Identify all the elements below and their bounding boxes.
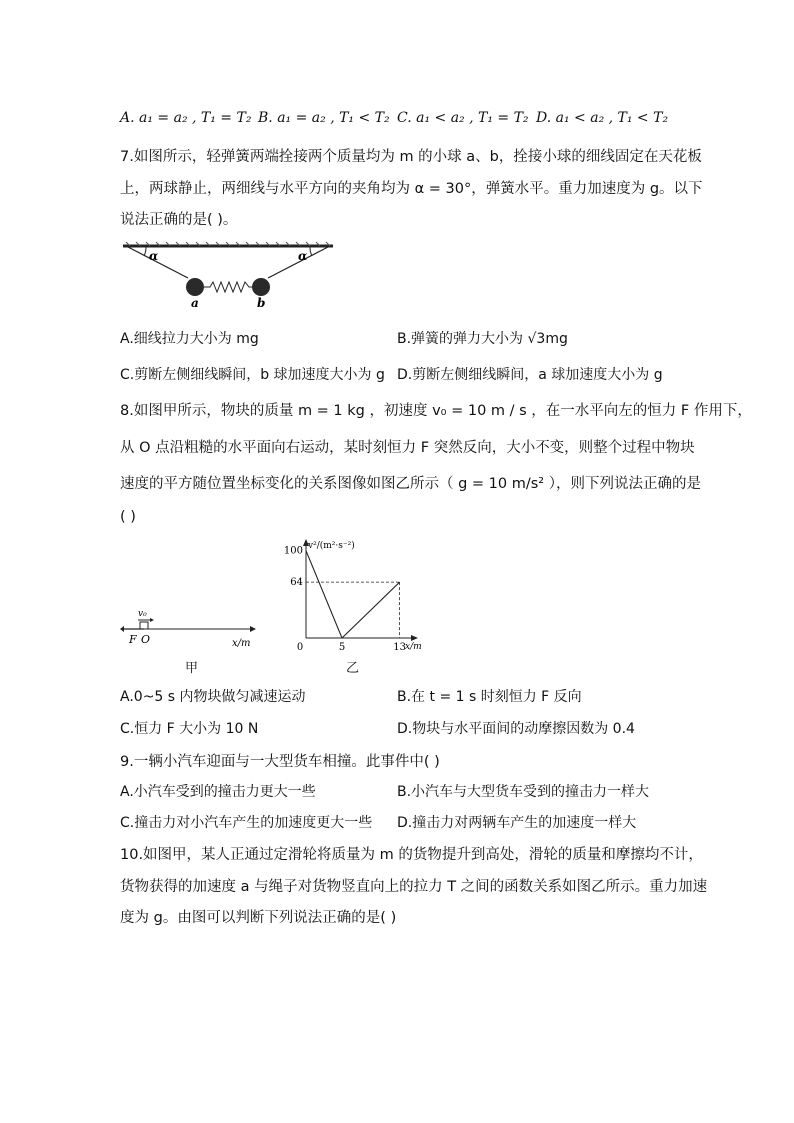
q8-stem-line-3: 速度的平方随位置坐标变化的关系图像如图乙所示（ g = 10 m/s² ），则下列说法正确的是 — [120, 476, 701, 492]
left-angle-label: α — [149, 249, 159, 263]
q6-option-d: D. a₁ < a₂ , T₁ < T₂ — [536, 110, 669, 126]
q8-stem-line-1: 8.如图甲所示，物块的质量 m = 1 kg ，初速度 v₀ = 10 m / s ，在一水平向左的恒力 F 作用下， — [120, 403, 752, 419]
x-tick-label: 0 — [296, 642, 304, 652]
q9-option-a: A.小汽车受到的撞击力更大一些 — [120, 784, 316, 800]
q9-option-c: C.撞击力对小汽车产生的加速度更大一些 — [120, 815, 373, 831]
q7-figure-spring-balls — [118, 238, 338, 310]
x-tick-label: 5 — [338, 642, 346, 652]
x-tick-label: 13 — [393, 642, 406, 652]
v0-label: v₀ — [138, 609, 147, 619]
ball-a-label: a — [191, 296, 199, 310]
q9-option-d: D.撞击力对两辆车产生的加速度一样大 — [397, 815, 637, 831]
ball-a — [186, 278, 204, 296]
y-tick-label: 64 — [290, 577, 303, 589]
origin-label: O — [141, 633, 151, 646]
q8-chart-yi — [280, 536, 430, 652]
q8-option-b: B.在 t = 1 s 时刻恒力 F 反向 — [397, 689, 582, 705]
q8-figure-jia — [120, 606, 260, 654]
q8-option-c: C.恒力 F 大小为 10 N — [120, 721, 259, 737]
ball-b-label: b — [257, 296, 266, 310]
q9-option-b: B.小汽车与大型货车受到的撞击力一样大 — [397, 784, 650, 800]
right-angle-label: α — [298, 249, 308, 263]
q7-option-c: C.剪断左侧细线瞬间，b 球加速度大小为 g — [120, 367, 385, 383]
block — [140, 622, 148, 629]
chart-x-axis-arrow — [411, 635, 418, 641]
q6-option-a: A. a₁ = a₂ , T₁ = T₂ — [120, 110, 252, 126]
y-tick-label: 100 — [283, 545, 303, 557]
q7-stem-line-2: 上，两球静止，两细线与水平方向的夹角均为 α = 30°，弹簧水平。重力加速度为 g。以下 — [120, 181, 703, 197]
x-axis-label: x/m — [232, 638, 251, 649]
q8-figure-jia-caption: 甲 — [185, 661, 199, 676]
q10-stem-line-1: 10.如图甲，某人正通过定滑轮将质量为 m 的货物提升到高处，滑轮的质量和摩擦均不计， — [120, 847, 703, 863]
q10-stem-line-2: 货物获得的加速度 a 与绳子对货物竖直向上的拉力 T 之间的函数关系如图乙所示。重力加速 — [120, 879, 708, 895]
left-angle-arc — [144, 247, 146, 256]
chart-x-axis-label: x/m — [405, 642, 422, 652]
q9-stem-line-1: 9.一辆小汽车迎面与一大型货车相撞。此事件中( ) — [120, 754, 440, 770]
ball-b — [252, 278, 270, 296]
q7-option-d: D.剪断左侧细线瞬间，a 球加速度大小为 g — [397, 367, 663, 383]
x-axis-arrow — [250, 626, 256, 632]
q7-stem-line-1: 7.如图所示，轻弹簧两端拴接两个质量均为 m 的小球 a、b，拴接小球的细线固定在天花板 — [120, 149, 702, 165]
q7-stem-line-3: 说法正确的是( )。 — [120, 212, 238, 228]
q7-option-b: B.弹簧的弹力大小为 √3mg — [397, 331, 568, 347]
series-segment — [306, 551, 342, 638]
q8-stem-line-4: ( ) — [120, 509, 136, 525]
q6-option-b: B. a₁ = a₂ , T₁ < T₂ — [258, 110, 390, 126]
spring — [204, 282, 252, 292]
chart-y-axis-label: v²/(m²·s⁻²) — [308, 541, 355, 551]
velocity-arrowhead — [150, 618, 154, 622]
force-label: F — [129, 633, 137, 646]
q8-stem-line-2: 从 O 点沿粗糙的水平面向右运动，某时刻恒力 F 突然反向，大小不变，则整个过程中物块 — [120, 440, 695, 456]
q6-option-c: C. a₁ < a₂ , T₁ = T₂ — [397, 110, 529, 126]
q8-figure-yi-caption: 乙 — [346, 661, 360, 676]
q10-stem-line-3: 度为 g。由图可以判断下列说法正确的是( ) — [120, 910, 397, 926]
q8-option-a: A.0~5 s 内物块做匀减速运动 — [120, 689, 306, 705]
q8-option-d: D.物块与水平面间的动摩擦因数为 0.4 — [397, 721, 635, 737]
right-angle-arc — [310, 247, 312, 256]
series-segment — [342, 582, 400, 638]
force-arrowhead — [120, 626, 124, 632]
q7-option-a: A.细线拉力大小为 mg — [120, 331, 259, 347]
